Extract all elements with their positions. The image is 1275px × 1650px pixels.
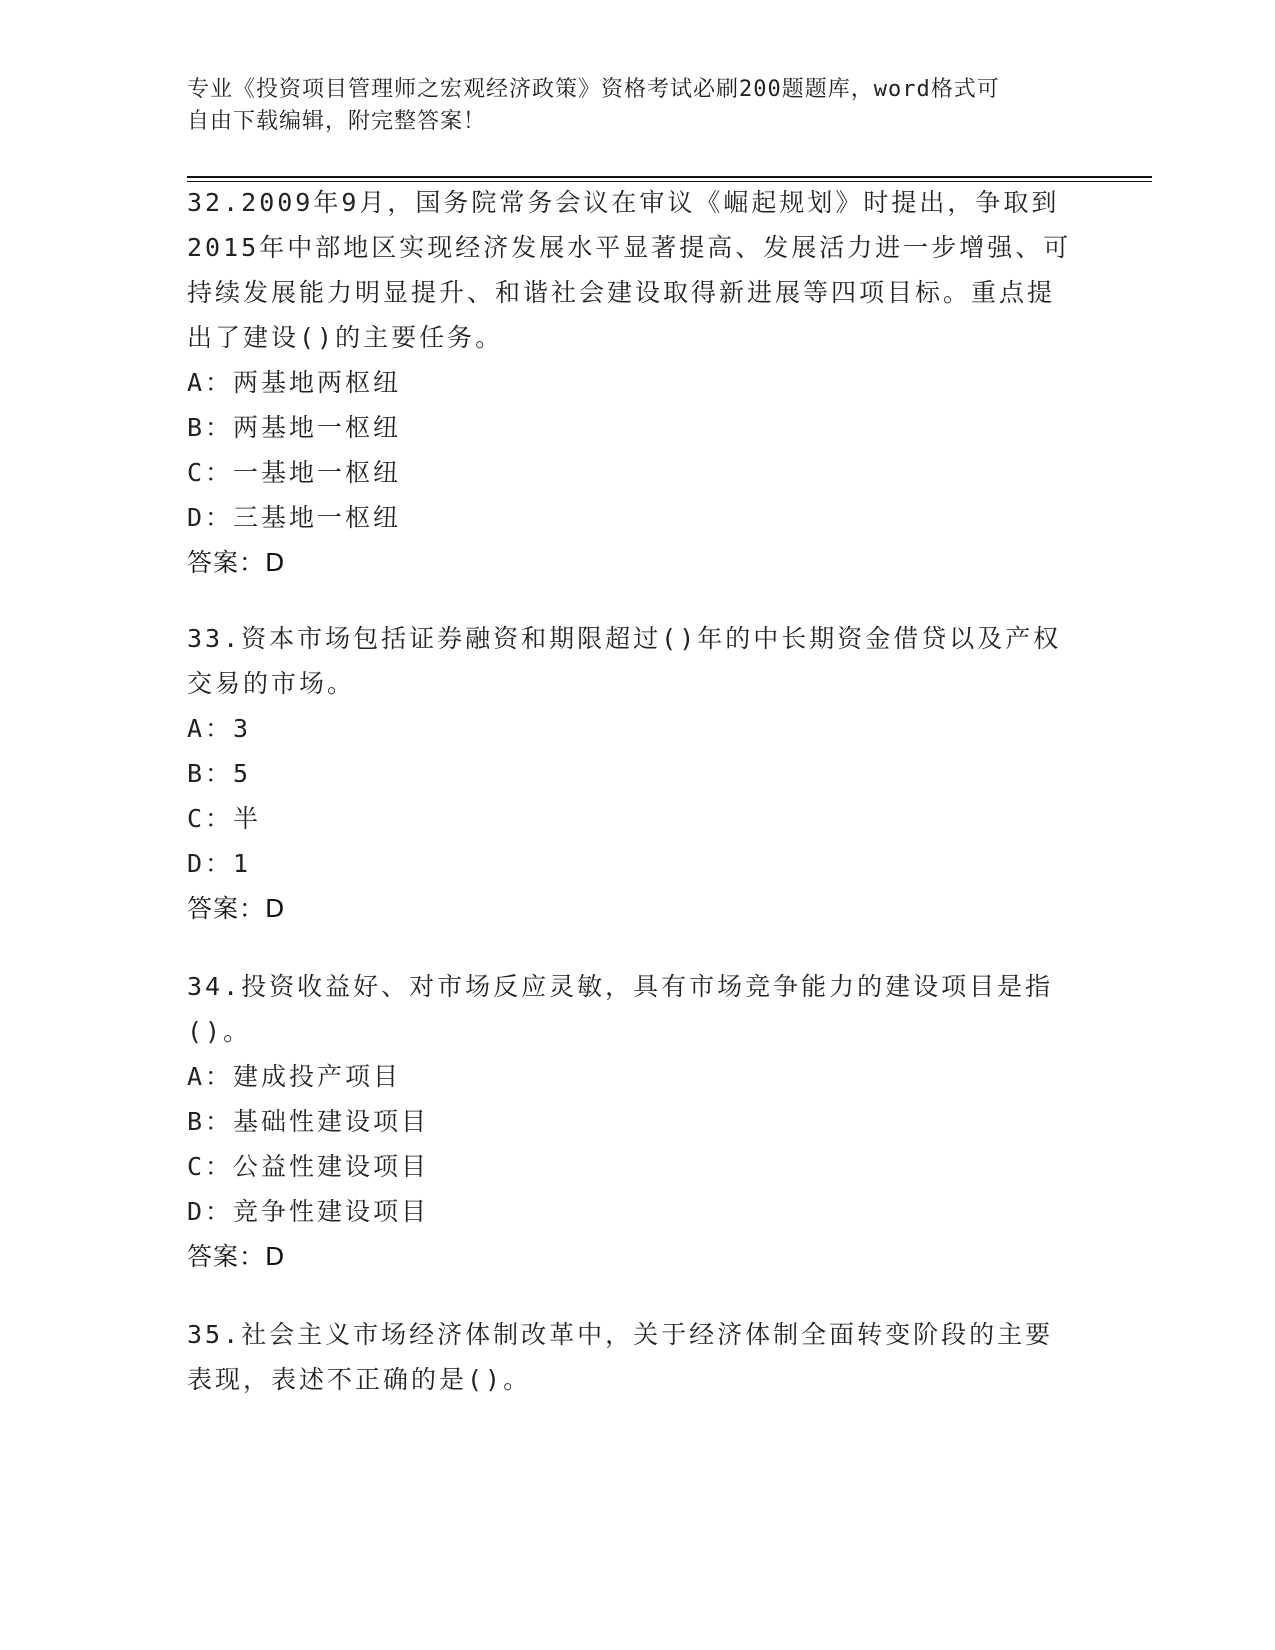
answer: 答案：D (187, 894, 286, 923)
answer: 答案：D (187, 548, 286, 577)
option-c: C：公益性建设项目 (187, 1152, 430, 1181)
option-b: B：5 (187, 759, 252, 788)
option-a: A：两基地两枢纽 (187, 368, 402, 397)
header-divider-thick (187, 176, 1152, 178)
answer: 答案：D (187, 1242, 286, 1271)
header-line-1: 专业《投资项目管理师之宏观经济政策》资格考试必刷200题题库，word格式可 (187, 77, 1000, 102)
option-d: D：三基地一枢纽 (187, 503, 402, 532)
option-b: B：两基地一枢纽 (187, 413, 402, 442)
option-c: C：一基地一枢纽 (187, 458, 402, 487)
question-stem: 34.投资收益好、对市场反应灵敏，具有市场竞争能力的建设项目是指()。 (187, 972, 1054, 1046)
question-34 (187, 964, 1077, 1279)
document-page (187, 0, 1152, 1650)
option-a: A：3 (187, 714, 252, 743)
option-c: C：半 (187, 804, 262, 833)
question-stem: 35.社会主义市场经济体制改革中，关于经济体制全面转变阶段的主要表现，表述不正确的是()。 (187, 1320, 1054, 1394)
option-d: D：竞争性建设项目 (187, 1197, 430, 1226)
document-header (187, 74, 1047, 138)
option-a: A：建成投产项目 (187, 1062, 402, 1091)
question-stem: 33.资本市场包括证券融资和期限超过()年的中长期资金借贷以及产权交易的市场。 (187, 624, 1062, 698)
question-stem: 32.2009年9月，国务院常务会议在审议《崛起规划》时提出，争取到2015年中部地区实现经济发展水平显著提高、发展活力进一步增强、可持续发展能力明显提升、和谐社会建设取得新进展等四项目标。重点提出了建设()的主要任务。 (187, 188, 1072, 352)
option-b: B：基础性建设项目 (187, 1107, 430, 1136)
question-32 (187, 180, 1077, 585)
option-d: D：1 (187, 849, 252, 878)
header-line-2: 自由下载编辑，附完整答案！ (187, 109, 487, 134)
question-35 (187, 1312, 1077, 1402)
question-33 (187, 616, 1077, 931)
